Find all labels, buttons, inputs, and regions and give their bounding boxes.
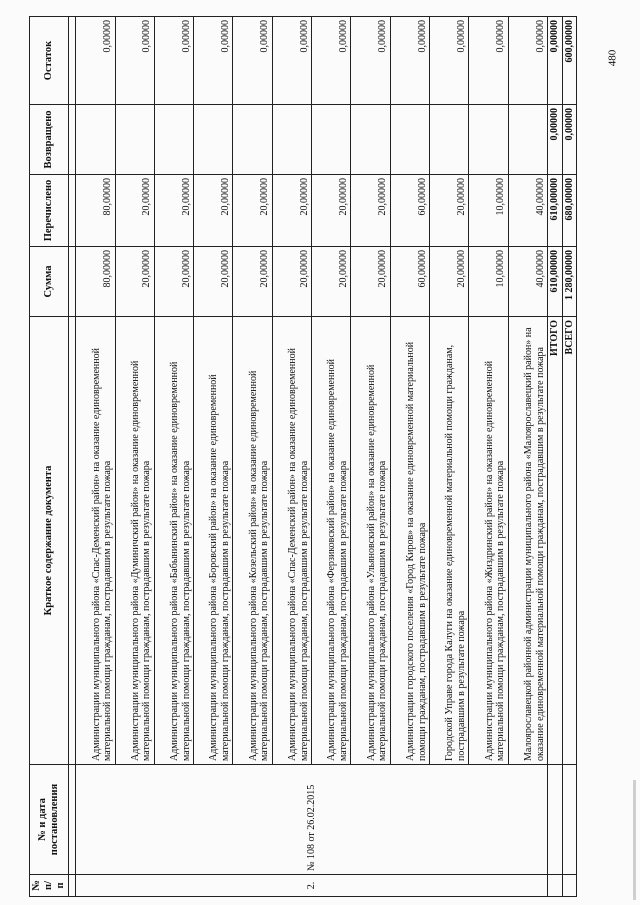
vsego-label: ВСЕГО — [562, 317, 577, 765]
balance-cell: 0,00000 — [233, 17, 272, 105]
returned-cell — [233, 105, 272, 175]
header-transferred: Перечислено — [30, 175, 69, 247]
header-decree: № и дата постановления — [30, 765, 69, 875]
returned-cell — [312, 105, 351, 175]
transferred-cell: 10,00000 — [469, 175, 508, 247]
balance-cell: 0,00000 — [194, 17, 233, 105]
content-cell: Администрации муниципального района «Боровский район» на оказание единовременной материальной помощи гражданам, пострадавшим в результате пожара — [194, 317, 233, 765]
vsego-sum: 1 280,00000 — [562, 247, 577, 317]
header-sum: Сумма — [30, 247, 69, 317]
sum-cell: 20,00000 — [154, 247, 193, 317]
returned-cell — [351, 105, 390, 175]
itogo-sum: 610,00000 — [548, 247, 563, 317]
content-cell: Администрации муниципального района «Козельский район» на оказание единовременной материальной помощи гражданам, пострадавшим в результате пожара — [233, 317, 272, 765]
returned-cell — [76, 105, 115, 175]
content-cell: Городской Управе города Калуги на оказание единовременной материальной помощи гражданам, пострадавшим в результате пожара — [430, 317, 469, 765]
content-cell: Администрации муниципального района «Спас-Деменский район» на оказание единовременной материальной помощи гражданам, пострадавшим в результате пожара — [76, 317, 115, 765]
returned-cell — [272, 105, 311, 175]
scan-edge-shadow — [633, 780, 636, 900]
header-num: № п/п — [30, 875, 69, 897]
itogo-label: ИТОГО — [548, 317, 563, 765]
sum-cell: 10,00000 — [469, 247, 508, 317]
balance-cell: 0,00000 — [154, 17, 193, 105]
top-blank-row — [69, 17, 76, 897]
content-cell: Администрации городского поселения «Город Киров» на оказание единовременной материальной помощи гражданам, пострадавшим в результате пожара — [390, 317, 429, 765]
returned-cell — [430, 105, 469, 175]
sum-cell: 20,00000 — [272, 247, 311, 317]
sum-cell: 20,00000 — [194, 247, 233, 317]
returned-cell — [469, 105, 508, 175]
sum-cell: 20,00000 — [430, 247, 469, 317]
expense-table — [29, 16, 577, 897]
transferred-cell: 80,00000 — [76, 175, 115, 247]
itogo-transferred: 610,00000 — [548, 175, 563, 247]
transferred-cell: 20,00000 — [351, 175, 390, 247]
content-cell: Малоярославецкой районной администрации муниципального района «Малоярославецкий район» на оказание единовременной материальной помощи гражданам, пострадавшим в результате пожара — [508, 317, 547, 765]
returned-cell — [390, 105, 429, 175]
sum-cell: 20,00000 — [312, 247, 351, 317]
balance-cell: 0,00000 — [508, 17, 547, 105]
header-content: Краткое содержание документа — [30, 317, 69, 765]
balance-cell: 0,00000 — [76, 17, 115, 105]
vsego-row — [562, 17, 577, 897]
header-row — [30, 17, 69, 897]
transferred-cell: 20,00000 — [194, 175, 233, 247]
transferred-cell: 20,00000 — [233, 175, 272, 247]
transferred-cell: 20,00000 — [154, 175, 193, 247]
transferred-cell: 60,00000 — [390, 175, 429, 247]
balance-cell: 0,00000 — [272, 17, 311, 105]
content-cell: Администрации муниципального района «Думиничский район» на оказание единовременной материальной помощи гражданам, пострадавшим в результате пожара — [115, 317, 154, 765]
table-row — [76, 17, 115, 897]
content-cell: Администрации муниципального района «Жиздринский район» на оказание единовременной материальной помощи гражданам, пострадавшим в результате пожара — [469, 317, 508, 765]
balance-cell: 0,00000 — [469, 17, 508, 105]
decree-cell: № 108 от 26.02.2015 — [76, 765, 548, 875]
returned-cell — [508, 105, 547, 175]
balance-cell: 0,00000 — [390, 17, 429, 105]
sum-cell: 20,00000 — [115, 247, 154, 317]
balance-cell: 0,00000 — [312, 17, 351, 105]
itogo-row — [548, 17, 563, 897]
header-returned: Возвращено — [30, 105, 69, 175]
header-balance: Остаток — [30, 17, 69, 105]
content-cell: Администрации муниципального района «Бабынинский район» на оказание единовременной материальной помощи гражданам, пострадавшим в результате пожара — [154, 317, 193, 765]
transferred-cell: 20,00000 — [115, 175, 154, 247]
vsego-balance: 600,00000 — [562, 17, 577, 105]
returned-cell — [194, 105, 233, 175]
vsego-returned: 0,00000 — [562, 105, 577, 175]
balance-cell: 0,00000 — [115, 17, 154, 105]
itogo-balance: 0,00000 — [548, 17, 563, 105]
content-cell: Администрации муниципального района «Спас-Деменский район» на оказание единовременной материальной помощи гражданам, пострадавшим в результате пожара — [272, 317, 311, 765]
itogo-returned: 0,00000 — [548, 105, 563, 175]
vsego-transferred: 680,00000 — [562, 175, 577, 247]
transferred-cell: 20,00000 — [272, 175, 311, 247]
transferred-cell: 20,00000 — [430, 175, 469, 247]
transferred-cell: 40,00000 — [508, 175, 547, 247]
sum-cell: 20,00000 — [233, 247, 272, 317]
returned-cell — [115, 105, 154, 175]
table-body — [69, 17, 548, 897]
balance-cell: 0,00000 — [430, 17, 469, 105]
sum-cell: 20,00000 — [351, 247, 390, 317]
page-number: 480 — [606, 49, 619, 67]
balance-cell: 0,00000 — [351, 17, 390, 105]
rotated-table-wrapper — [29, 17, 577, 897]
content-cell: Администрации муниципального района «Ферзиковский район» на оказание единовременной материальной помощи гражданам, пострадавшим в результате пожара — [312, 317, 351, 765]
sum-cell: 80,00000 — [76, 247, 115, 317]
sum-cell: 60,00000 — [390, 247, 429, 317]
returned-cell — [154, 105, 193, 175]
transferred-cell: 20,00000 — [312, 175, 351, 247]
row-number: 2. — [76, 875, 548, 897]
sum-cell: 40,00000 — [508, 247, 547, 317]
content-cell: Администрации муниципального района «Ульяновский район» на оказание единовременной материальной помощи гражданам, пострадавшим в результате пожара — [351, 317, 390, 765]
